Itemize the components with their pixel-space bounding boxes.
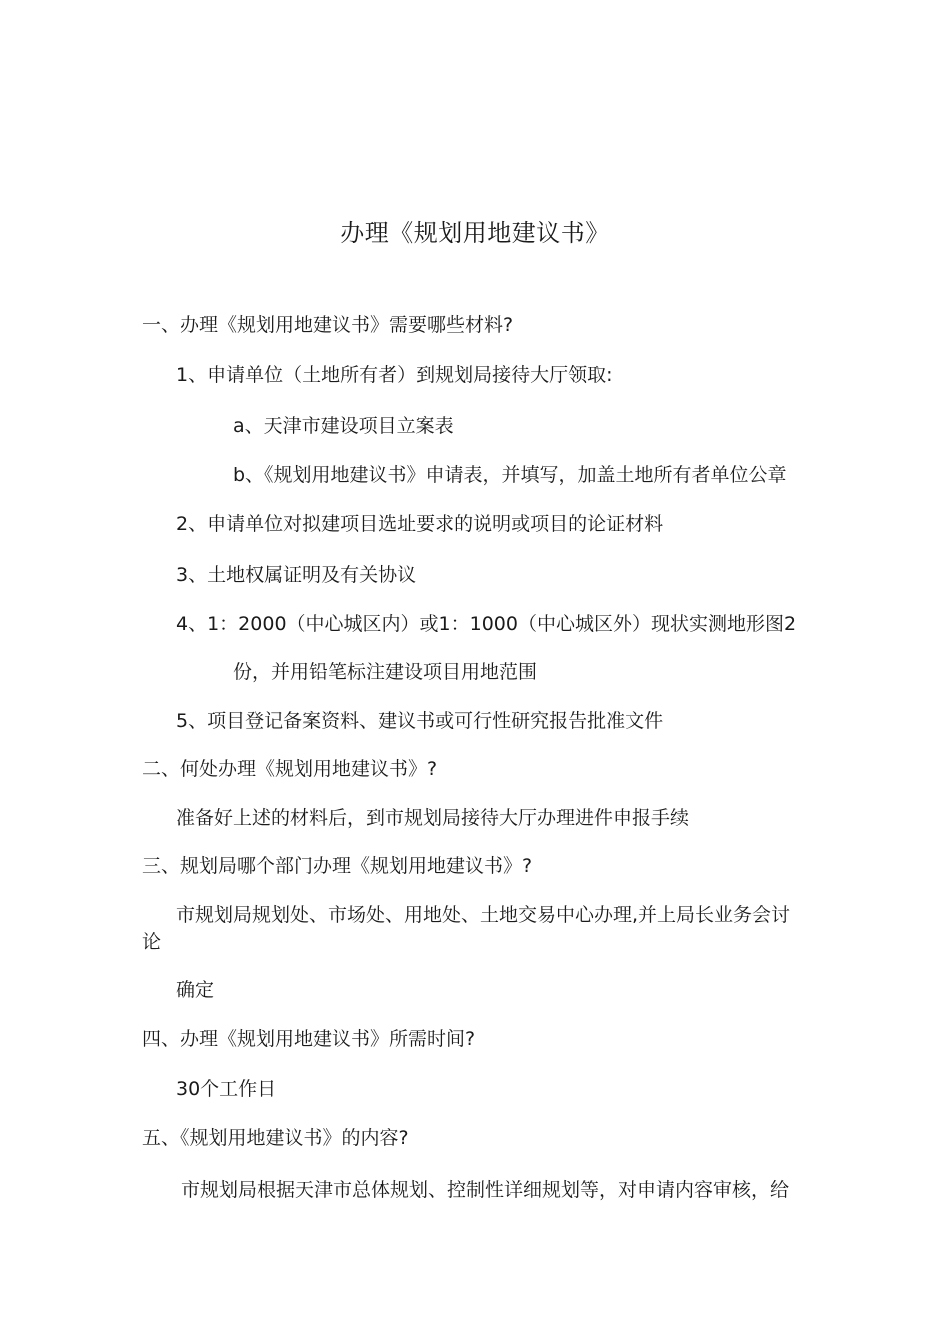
sub-item-a: a、天津市建设项目立案表 [233, 415, 454, 437]
list-item-3: 3、土地权属证明及有关协议 [176, 564, 417, 586]
section-4-answer: 30个工作日 [176, 1078, 277, 1100]
section-heading-1: 一、办理《规划用地建议书》需要哪些材料? [142, 314, 514, 336]
sub-item-b: b、《规划用地建议书》申请表，并填写，加盖土地所有者单位公章 [233, 464, 787, 486]
list-item-4: 4、1：2000（中心城区内）或1：1000（中心城区外）现状实测地形图2 [176, 613, 797, 635]
document-title: 办理《规划用地建议书》 [340, 219, 610, 247]
section-heading-5: 五、《规划用地建议书》的内容? [142, 1127, 409, 1149]
list-item-4-continued: 份，并用铅笔标注建设项目用地范围 [233, 661, 538, 683]
section-5-answer: 市规划局根据天津市总体规划、控制性详细规划等，对申请内容审核，给 [181, 1179, 790, 1201]
section-heading-3: 三、规划局哪个部门办理《规划用地建议书》? [142, 855, 533, 877]
section-3-answer-wrap: 论 [142, 931, 162, 953]
section-heading-4: 四、办理《规划用地建议书》所需时间? [142, 1028, 476, 1050]
list-item-2: 2、申请单位对拟建项目选址要求的说明或项目的论证材料 [176, 513, 664, 535]
section-3-answer-continued: 确定 [176, 979, 215, 1001]
section-3-answer: 市规划局规划处、市场处、用地处、土地交易中心办理,并上局长业务会讨 [176, 904, 791, 926]
list-item-1: 1、申请单位（土地所有者）到规划局接待大厅领取: [176, 364, 613, 386]
section-heading-2: 二、何处办理《规划用地建议书》? [142, 758, 438, 780]
list-item-5: 5、项目登记备案资料、建议书或可行性研究报告批准文件 [176, 710, 664, 732]
section-2-answer: 准备好上述的材料后，到市规划局接待大厅办理进件申报手续 [176, 807, 690, 829]
